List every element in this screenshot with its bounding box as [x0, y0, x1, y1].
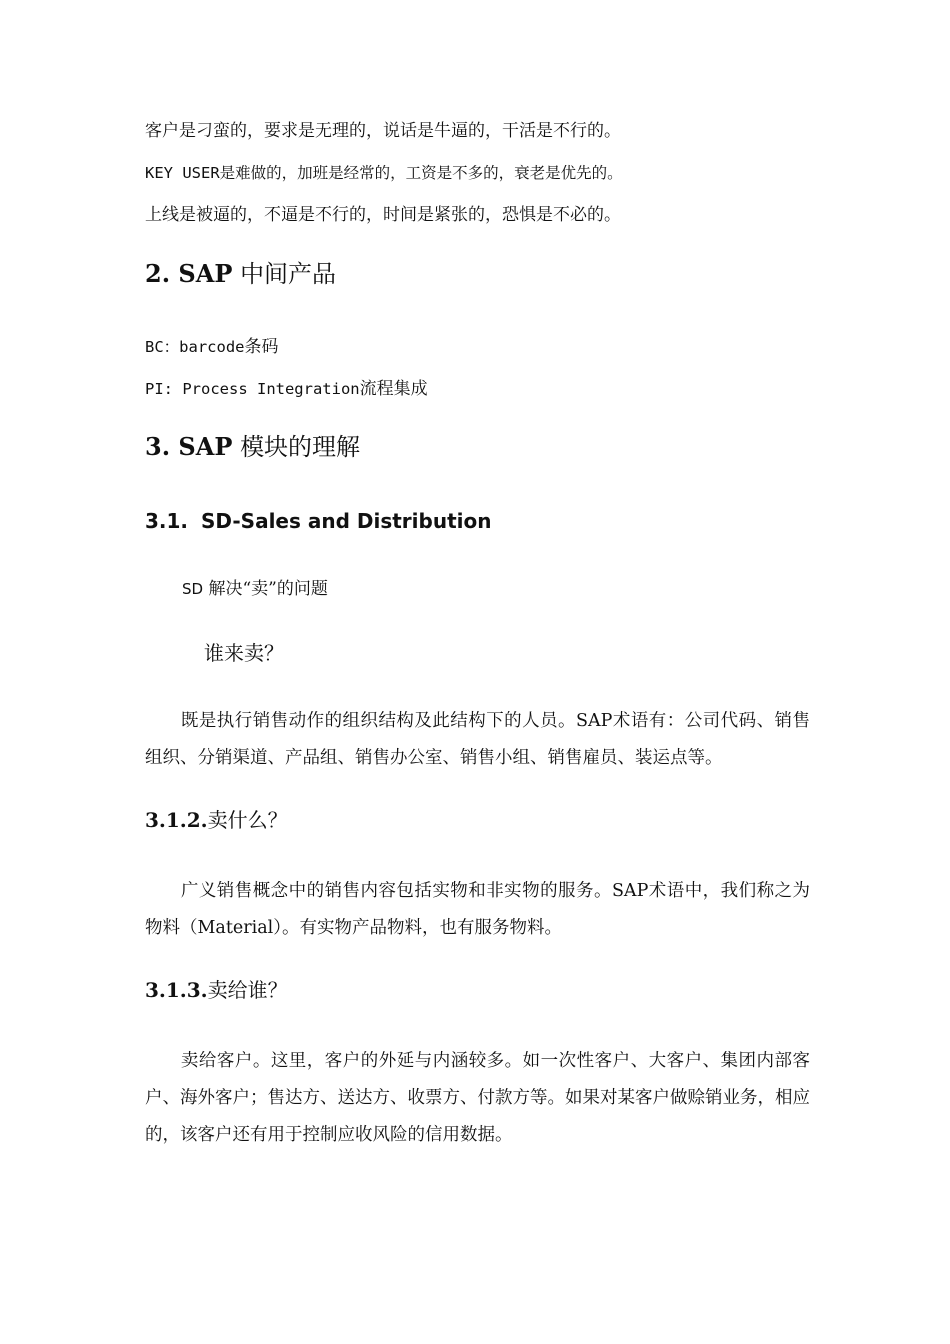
section-3-1-heading — [145, 507, 492, 535]
section-3-1-2-title: 卖什么？ — [207, 808, 288, 832]
section-3-number: 3. SAP — [145, 432, 233, 461]
section-2-item-bc — [145, 335, 279, 359]
what-to-sell-paragraph: 广义销售概念中的销售内容包括实物和非实物的服务。SAP术语中，我们称之为物料（Material）。有实物产品物料，也有服务物料。 — [145, 881, 810, 938]
section-2-item-bc-code: BC：barcode — [145, 338, 245, 356]
section-2-number: 2. SAP — [145, 259, 233, 288]
section-3-1-title: SD-Sales and Distribution — [201, 509, 492, 533]
intro-line-2 — [145, 161, 623, 185]
section-2-item-pi-code: PI: Process Integration — [145, 380, 360, 398]
section-3-1-3-heading — [145, 976, 288, 1004]
section-3-1-2-number: 3.1.2. — [145, 808, 208, 832]
section-2-item-bc-label: 条码 — [244, 337, 279, 357]
section-3-1-intro-code: SD — [182, 580, 204, 598]
section-3-1-3-title: 卖给谁？ — [207, 978, 288, 1002]
section-2-heading — [145, 258, 336, 290]
section-3-heading — [145, 431, 360, 463]
section-2-item-pi — [145, 377, 428, 401]
section-2-title: 中间产品 — [240, 260, 337, 288]
who-sells-heading: 谁来卖？ — [204, 641, 284, 665]
section-3-1-number: 3.1. — [145, 509, 189, 533]
section-3-1-2-heading — [145, 806, 288, 834]
section-3-title: 模块的理解 — [240, 433, 361, 461]
section-3-1-intro — [182, 577, 328, 601]
section-3-1-intro-text: 解决“卖”的问题 — [208, 579, 328, 599]
intro-line-3: 上线是被逼的，不逼是不行的，时间是紧张的，恐惧是不必的。 — [145, 205, 621, 225]
sell-to-whom-paragraph: 卖给客户。这里，客户的外延与内涵较多。如一次性客户、大客户、集团内部客户、海外客户；售达方、送达方、收票方、付款方等。如果对某客户做赊销业务，相应的，该客户还有用于控制应收风险的信用数据。 — [145, 1051, 810, 1145]
who-sells-paragraph: 既是执行销售动作的组织结构及此结构下的人员。SAP术语有：公司代码、销售组织、分销渠道、产品组、销售办公室、销售小组、销售雇员、装运点等。 — [145, 711, 810, 768]
section-2-item-pi-label: 流程集成 — [359, 379, 428, 399]
section-3-1-3-number: 3.1.3. — [145, 978, 208, 1002]
intro-line-2-text: KEY USER是难做的，加班是经常的，工资是不多的，衰老是优先的。 — [145, 164, 623, 182]
intro-line-1: 客户是刁蛮的，要求是无理的，说话是牛逼的，干活是不行的。 — [145, 121, 621, 141]
